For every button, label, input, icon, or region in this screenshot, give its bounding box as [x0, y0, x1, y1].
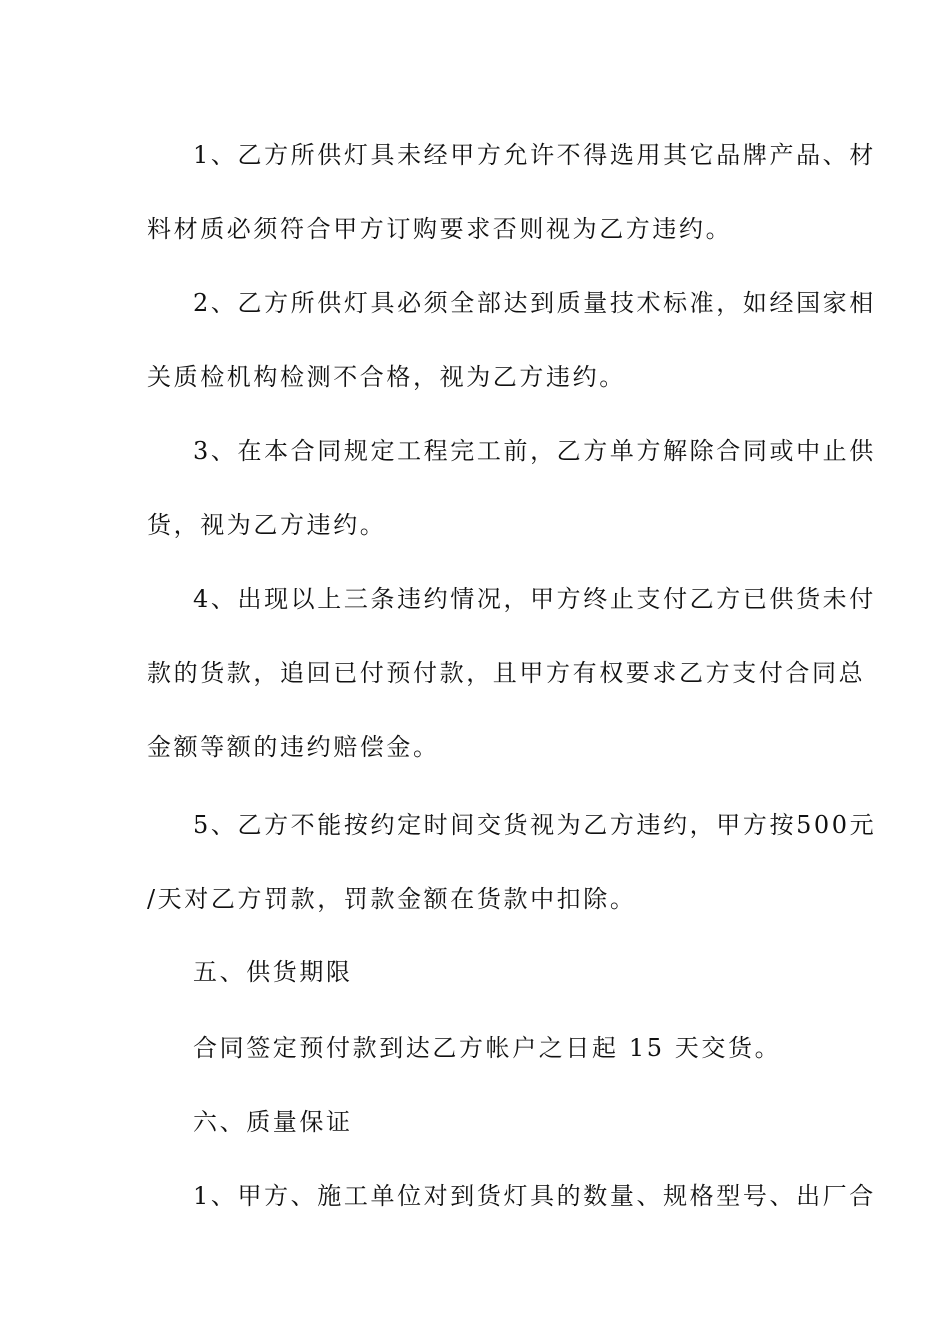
section-heading: 五、供货期限 — [193, 958, 353, 986]
paragraph-line: 5、乙方不能按约定时间交货视为乙方违约，甲方按500元 — [193, 811, 877, 839]
section-heading: 六、质量保证 — [193, 1108, 353, 1136]
paragraph-line: 4、出现以上三条违约情况，甲方终止支付乙方已供货未付 — [193, 585, 876, 613]
paragraph-line: 1、乙方所供灯具未经甲方允许不得选用其它品牌产品、材 — [193, 141, 876, 169]
paragraph-line: 2、乙方所供灯具必须全部达到质量技术标准，如经国家相 — [193, 289, 876, 317]
paragraph-line: 关质检机构检测不合格，视为乙方违约。 — [147, 363, 626, 391]
paragraph-line: 合同签定预付款到达乙方帐户之日起 15 天交货。 — [193, 1034, 782, 1062]
paragraph-line: 金额等额的违约赔偿金。 — [147, 733, 440, 761]
paragraph-line: 款的货款，追回已付预付款，且甲方有权要求乙方支付合同总 — [147, 659, 866, 687]
paragraph-line: 3、在本合同规定工程完工前，乙方单方解除合同或中止供 — [193, 437, 876, 465]
paragraph-line: /天对乙方罚款，罚款金额在货款中扣除。 — [147, 885, 637, 913]
paragraph-line: 料材质必须符合甲方订购要求否则视为乙方违约。 — [147, 215, 733, 243]
paragraph-line: 1、甲方、施工单位对到货灯具的数量、规格型号、出厂合 — [193, 1182, 876, 1210]
paragraph-line: 货，视为乙方违约。 — [147, 511, 387, 539]
